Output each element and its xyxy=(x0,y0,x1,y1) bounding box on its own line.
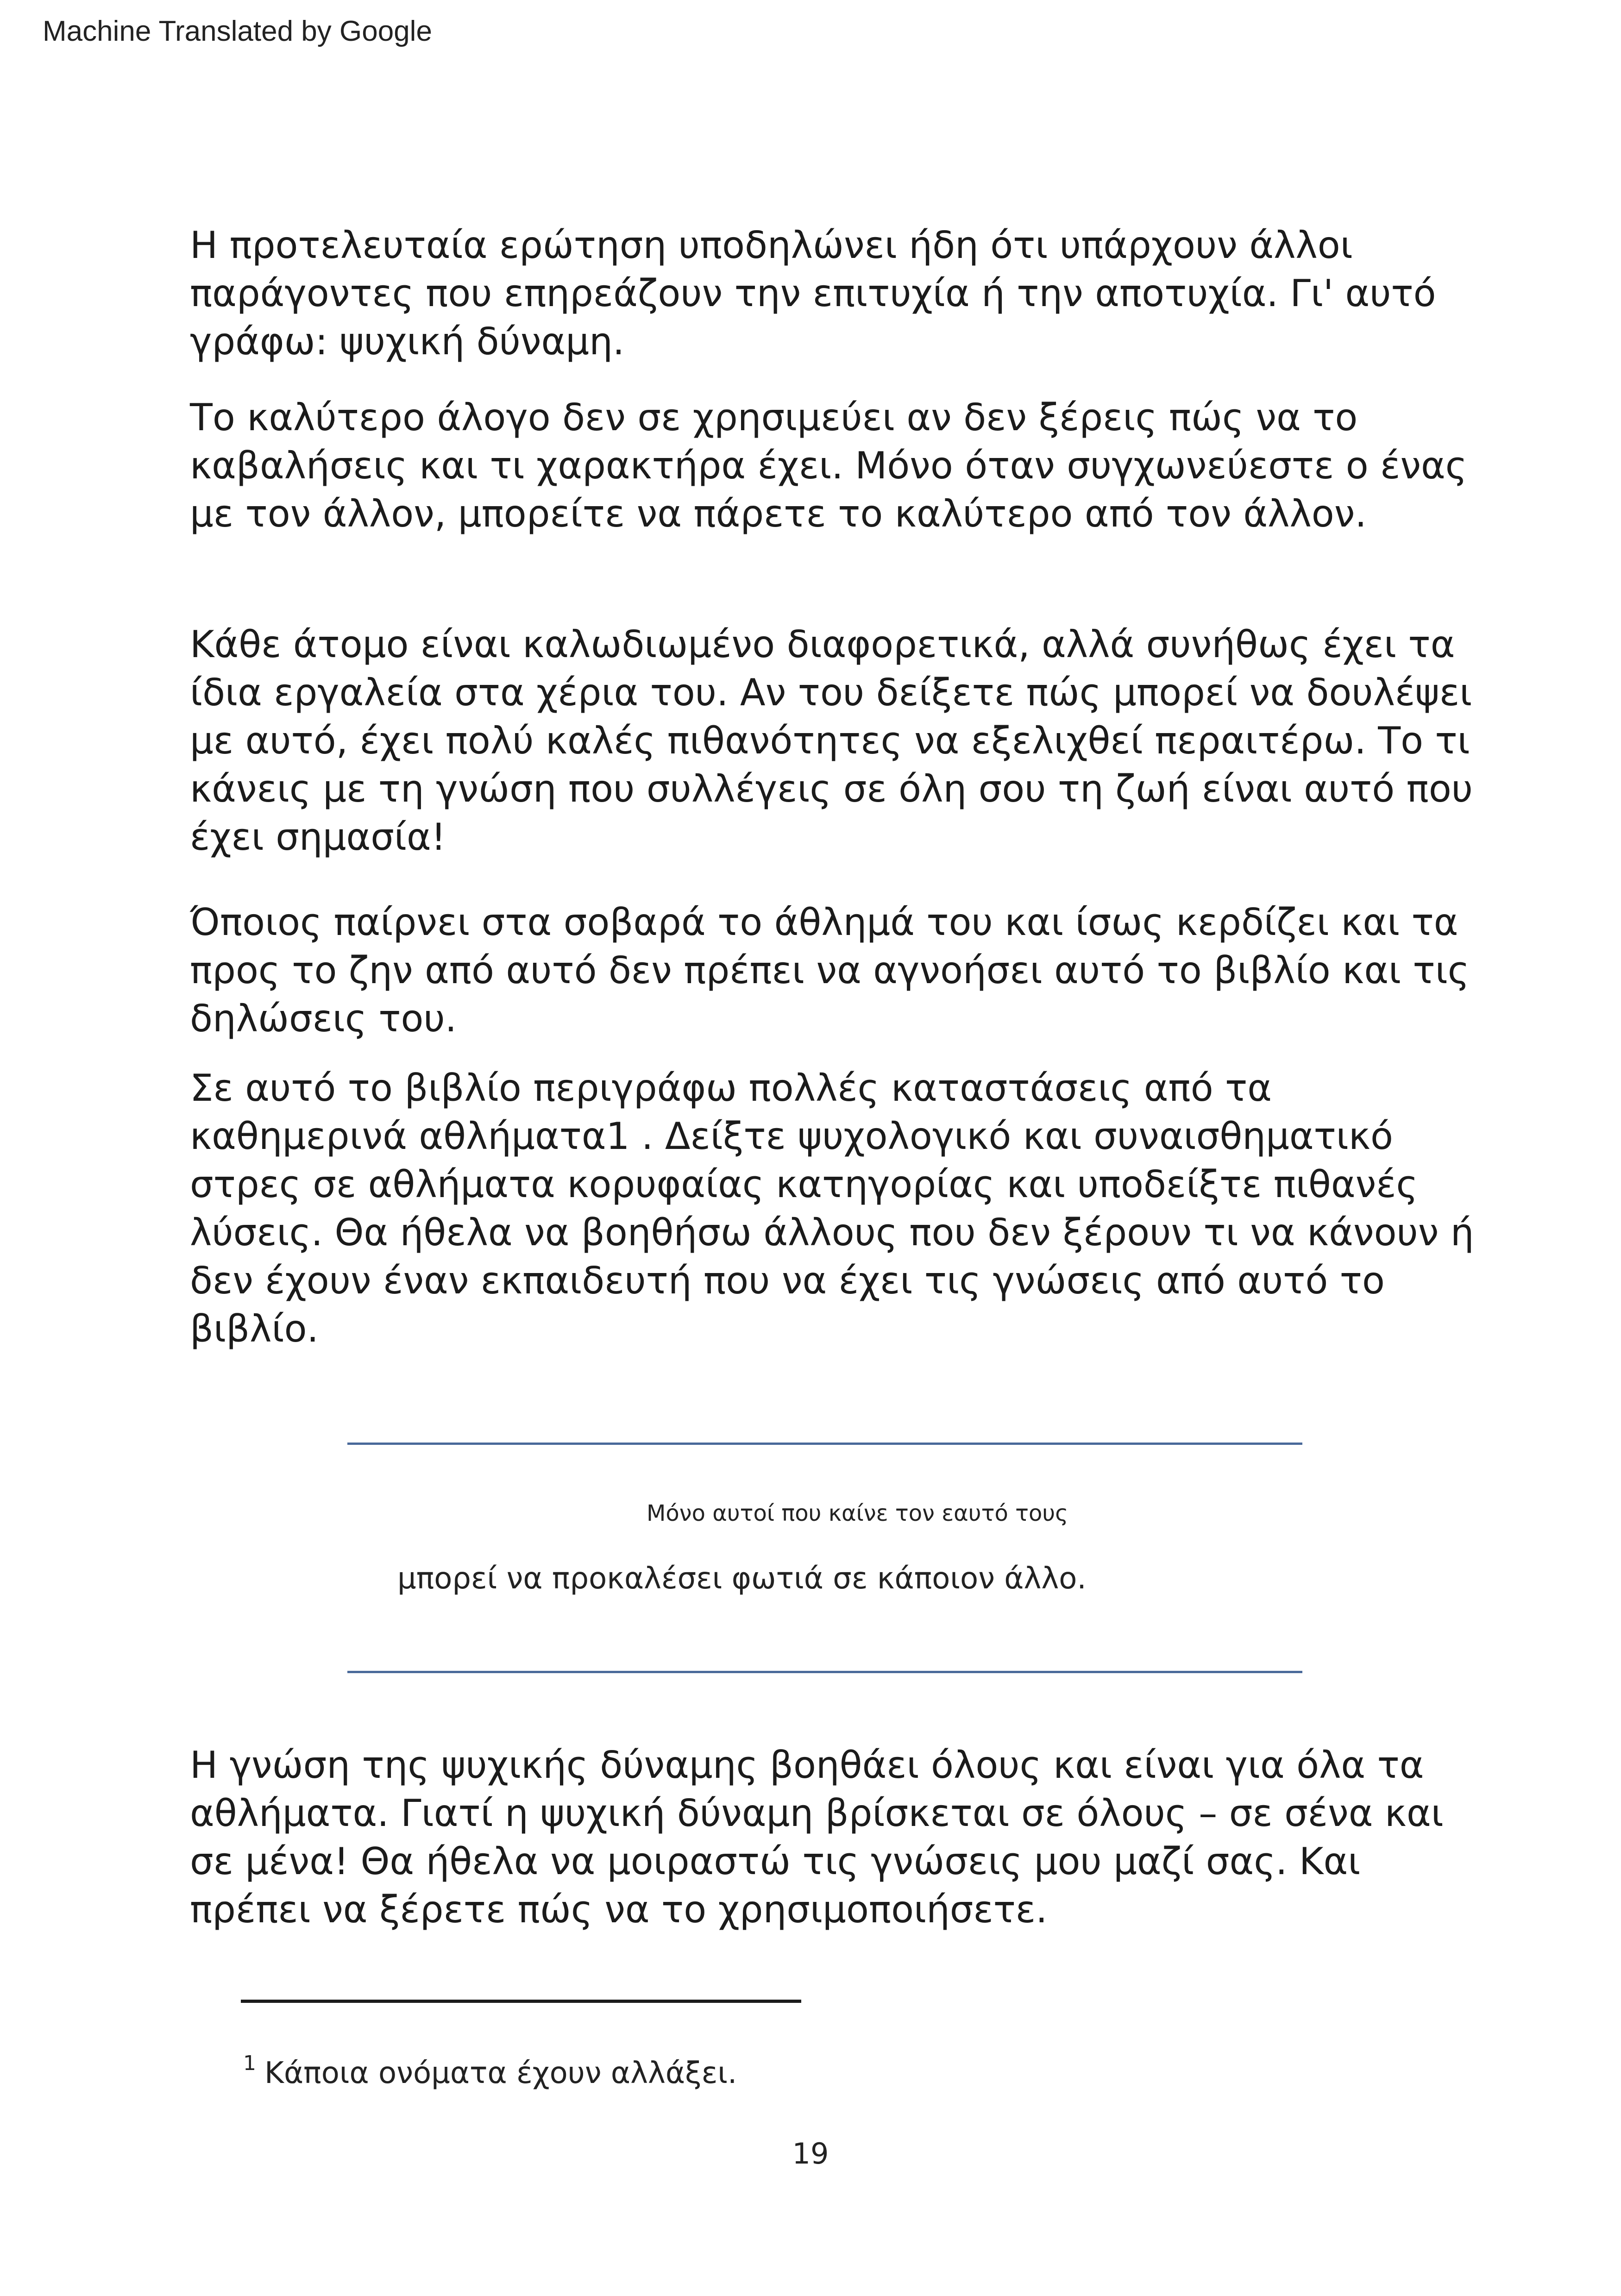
body-paragraph-6 xyxy=(190,1741,1487,1934)
body-paragraph-1 xyxy=(190,221,1487,366)
quote-rule-bottom xyxy=(347,1671,1302,1673)
footnote xyxy=(243,2051,737,2090)
paragraph-text: Το καλύτερο άλογο δεν σε χρησιμεύει αν δεν ξέρεις πώς να το καβαλήσεις και τι χαρακτήρα έχει. Μόνο όταν συγχωνεύεστε ο ένας με τον άλλον, μπορείτε να πάρετε το καλύτερο από τον άλλον. xyxy=(190,396,1467,535)
page-number: 19 xyxy=(792,2137,829,2171)
footnote-text: Κάποια ονόματα έχουν αλλάξει. xyxy=(264,2056,737,2090)
pull-quote-line-2: μπορεί να προκαλέσει φωτιά σε κάποιον άλλο. xyxy=(397,1562,1087,1596)
quote-rule-top xyxy=(347,1443,1302,1445)
body-paragraph-4 xyxy=(190,898,1487,1043)
pull-quote-line-1: Μόνο αυτοί που καίνε τον εαυτό τους xyxy=(647,1500,1068,1526)
body-paragraph-2 xyxy=(190,394,1487,538)
footnote-divider xyxy=(241,2000,801,2003)
paragraph-text: Σε αυτό το βιβλίο περιγράφω πολλές καταστάσεις από τα καθημερινά αθλήματα1 . Δείξτε ψυχολογικό και συναισθηματικό στρες σε αθλήματα κορυφαίας κατηγορίας και υποδείξτε πιθανές λύσεις. Θα ήθελα να βοηθήσω άλλους που δεν ξέρουν τι να κάνουν ή δεν έχουν έναν εκπαιδευτή που να έχει τις γνώσεις από αυτό το βιβλίο. xyxy=(190,1066,1474,1350)
paragraph-text: Η γνώση της ψυχικής δύναμης βοηθάει όλους και είναι για όλα τα αθλήματα. Γιατί η ψυχική δύναμη βρίσκεται σε όλους – σε σένα και σε μένα! Θα ήθελα να μοιραστώ τις γνώσεις μου μαζί σας. Και πρέπει να ξέρετε πώς να το χρησιμοποιήσετε. xyxy=(190,1744,1444,1931)
machine-translation-banner: Machine Translated by Google xyxy=(43,15,432,47)
paragraph-text: Κάθε άτομο είναι καλωδιωμένο διαφορετικά, αλλά συνήθως έχει τα ίδια εργαλεία στα χέρια του. Αν του δείξετε πώς μπορεί να δουλέψει με αυτό, έχει πολύ καλές πιθανότητες να εξελιχθεί περαιτέρω. Το τι κάνεις με τη γνώση που συλλέγεις σε όλη σου τη ζωή είναι αυτό που έχει σημασία! xyxy=(190,623,1473,859)
paragraph-text: Η προτελευταία ερώτηση υποδηλώνει ήδη ότι υπάρχουν άλλοι παράγοντες που επηρεάζουν την επιτυχία ή την αποτυχία. Γι' αυτό γράφω: ψυχική δύναμη. xyxy=(190,224,1436,363)
paragraph-text: Όποιος παίρνει στα σοβαρά το άθλημά του και ίσως κερδίζει και τα προς το ζην από αυτό δεν πρέπει να αγνοήσει αυτό το βιβλίο και τις δηλώσεις του. xyxy=(190,901,1470,1040)
footnote-marker: 1 xyxy=(243,2051,256,2075)
body-paragraph-5 xyxy=(190,1064,1487,1353)
body-paragraph-3 xyxy=(190,621,1487,861)
